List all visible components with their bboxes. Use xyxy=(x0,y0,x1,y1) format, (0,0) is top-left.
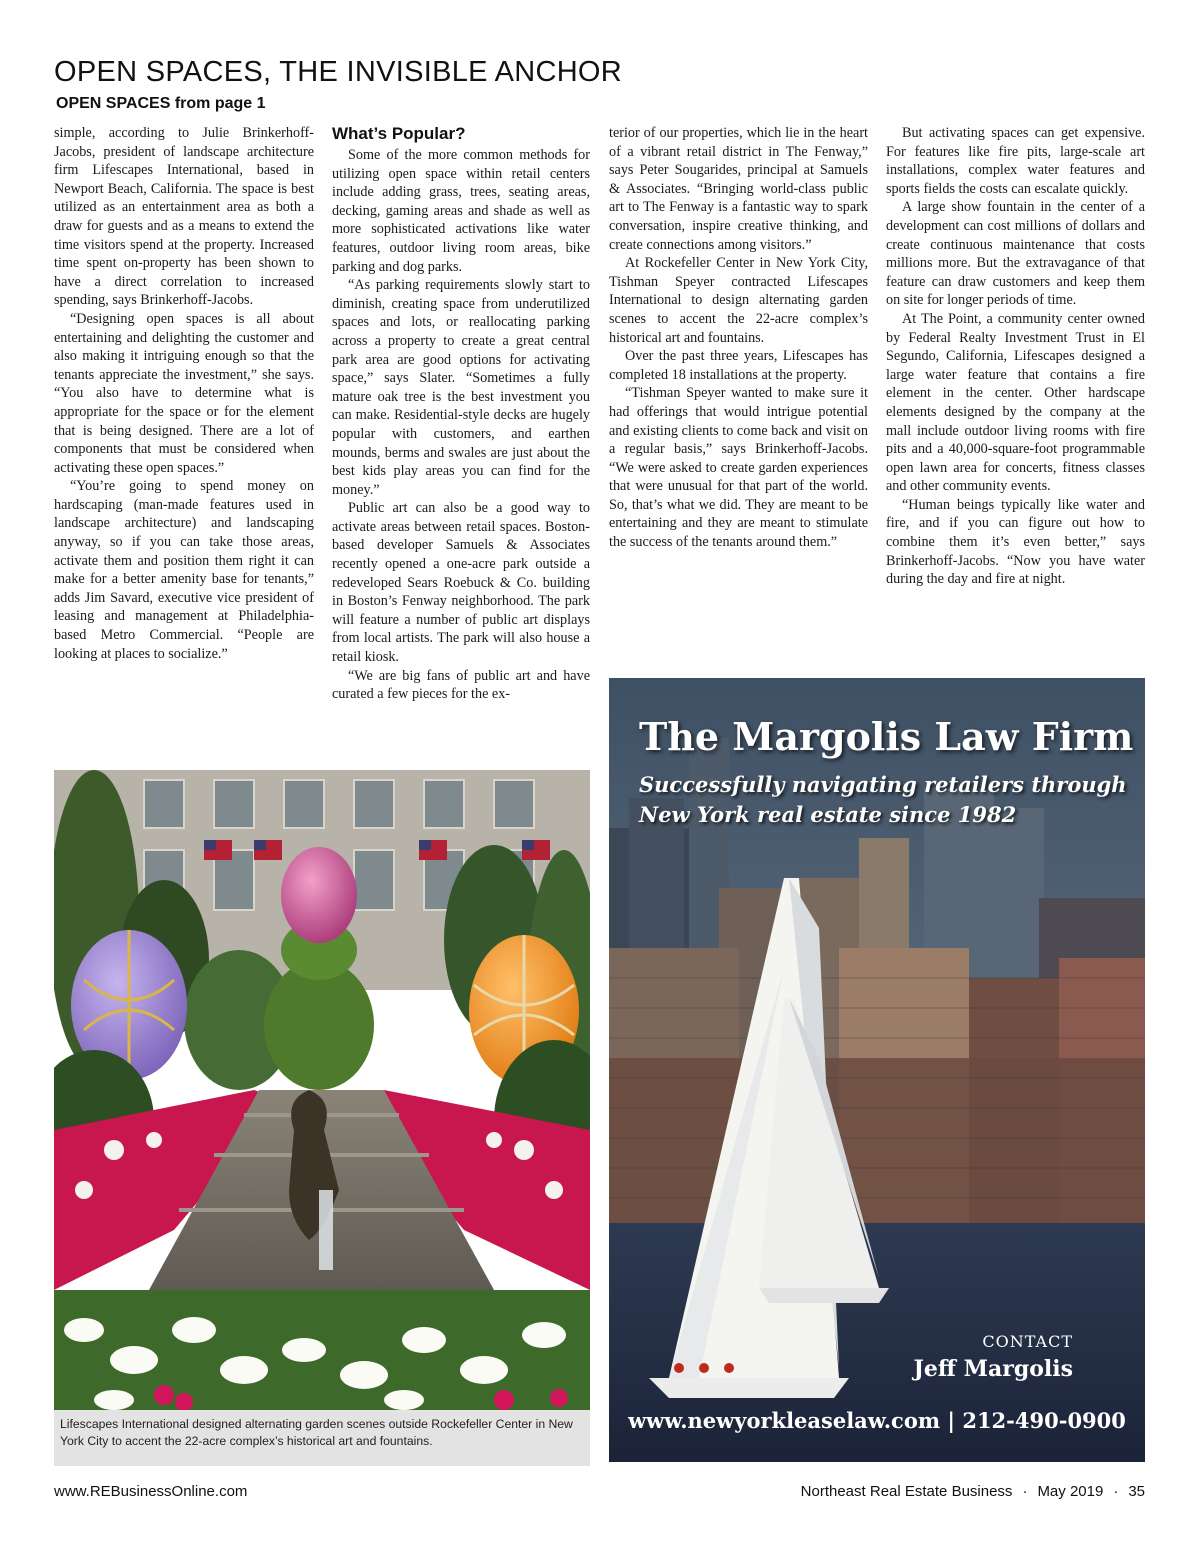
article-column-4 xyxy=(886,124,1145,589)
ad-contact-name: Jeff Margolis xyxy=(913,1356,1073,1382)
ad-website-phone[interactable]: www.newyorkleaselaw.com | 212-490-0900 xyxy=(628,1408,1126,1433)
paragraph: “Human beings typically like water and fire, and if you can figure out how to combine them it’s even better,” says Brinkerhoff-Jacobs. “Now you have water during the day and fire at night. xyxy=(886,496,1145,588)
paragraph: “Tishman Speyer wanted to make sure it had offerings that would intrigue potential and existing clients to come back and visit on a regular basis,” says Brinkerhoff-Jacobs. “We were asked to create garden experiences that were unusual for that part of the world. So, that’s what we did. They are meant to be entertaining and they are meant to stimulate the success of the tenants around them.” xyxy=(609,385,868,551)
ad-title: The Margolis Law Firm xyxy=(639,714,1134,759)
continued-from-label: OPEN SPACES from page 1 xyxy=(56,95,266,112)
paragraph: At The Point, a community center owned by Federal Realty Investment Trust in El Segundo, California, Lifescapes designed a large water feature that contains a fire element in the center. Other hardscape elements designed by the company at the mall include outdoor living rooms with fire pits and a 40,000-square-foot programmable open lawn area for concerts, fitness classes and other community events. xyxy=(886,310,1145,495)
subheading: What’s Popular? xyxy=(332,124,466,143)
paragraph: Some of the more common methods for utilizing open space within retail centers include adding grass, trees, seating areas, decking, gaming areas and shade as well as more sophisticated activations like water features, outdoor living room areas, bike parking and dog parks. xyxy=(332,147,590,275)
ad-contact-label: CONTACT xyxy=(982,1332,1073,1351)
garden-photo xyxy=(54,770,590,1410)
paragraph: A large show fountain in the center of a development can cost millions of dollars and create continuous maintenance that costs millions more. But the extravagance of that feature can draw customers and keep them on site for longer periods of time. xyxy=(886,199,1145,309)
paragraph: At Rockefeller Center in New York City, Tishman Speyer contracted Lifescapes International to design alternating garden scenes to accent the 22-acre complex’s historical art and fountains. xyxy=(609,255,868,346)
paragraph: Over the past three years, Lifescapes has completed 18 installations at the property. xyxy=(609,348,868,383)
section-title: OPEN SPACES, THE INVISIBLE ANCHOR xyxy=(54,56,623,88)
margolis-advertisement[interactable] xyxy=(609,678,1145,1462)
ad-tagline xyxy=(639,770,1127,830)
publication-name: Northeast Real Estate Business xyxy=(800,1483,1013,1500)
issue-date: May 2019 xyxy=(1037,1483,1104,1500)
paragraph: “You’re going to spend money on hardscaping (man-made features used in landscape architecture) and landscaping anyway, so if you can take those areas, activate them and position them right it can make for a better amenity base for tenants,” adds Jim Savard, executive vice president of leasing and management at Philadelphia-based Metro Commercial. “People are looking at places to socialize.” xyxy=(54,478,314,662)
photo-caption: Lifescapes International designed alternating garden scenes outside Rockefeller Center in New York City to accent the 22-acre complex’s historical art and fountains. xyxy=(54,1410,590,1466)
paragraph: terior of our properties, which lie in the heart of a vibrant retail district in The Fenway,” says Peter Sougarides, principal at Samuels & Associates. “Bringing world-class public art to The Fenway is a fantastic way to spark conversation, inspire creative thinking, and create connections among visitors.” xyxy=(609,125,868,253)
separator: · xyxy=(1113,1483,1119,1500)
ad-tagline-line-2: New York real estate since 1982 xyxy=(639,802,1017,827)
paragraph: “Designing open spaces is all about entertaining and delighting the customer and also making it intriguing enough so that the tenants appreciate the investment,” she says. “You also have to determine what is appropriate for the space or for the element that is being designed. There are a lot of components that must be considered when activating these open spaces.” xyxy=(54,310,314,476)
paragraph: “We are big fans of public art and have curated a few pieces for the ex- xyxy=(332,667,590,703)
article-column-3 xyxy=(609,124,868,552)
paragraph: Public art can also be a good way to activate areas between retail spaces. Boston-based developer Samuels & Associates recently opened a one-acre park outside a redeveloped Sears Roebuck & Co. building in Boston’s Fenway neighborhood. The park will feature a number of public art displays from local artists. The park will also house a retail kiosk. xyxy=(332,500,590,666)
page-number: 35 xyxy=(1128,1483,1145,1500)
ad-tagline-line-1: Successfully navigating retailers through xyxy=(639,772,1127,797)
separator: · xyxy=(1022,1483,1028,1500)
paragraph: But activating spaces can get expensive. For features like fire pits, large-scale art installations, complex water features and sports fields the costs can escalate quickly. xyxy=(886,125,1145,197)
paragraph: “As parking requirements slowly start to diminish, creating space from underutilized spaces and lots, or reallocating parking across a property to create a great central park area are good options for activating space,” says Slater. “Sometimes a fully mature oak tree is the best investment you can make. Residential-style decks are hugely popular with customers, and earthen mounds, berms and swales are just about the best kids play areas you can find for the money.” xyxy=(332,277,590,498)
article-column-2 xyxy=(332,124,590,704)
article-column-1 xyxy=(54,124,314,663)
footer-website[interactable]: www.REBusinessOnline.com xyxy=(54,1483,248,1500)
footer-folio xyxy=(801,1483,1145,1500)
paragraph: simple, according to Julie Brinkerhoff-Jacobs, president of landscape architecture firm Lifescapes International, based in Newport Beach, California. The space is best utilized as an entertainment area as both a draw for guests and as a means to extend the time visitors spend at the property. Increased time spent on-property has been shown to have a direct correlation to increased spending, says Brinkerhoff-Jacobs. xyxy=(54,125,314,309)
